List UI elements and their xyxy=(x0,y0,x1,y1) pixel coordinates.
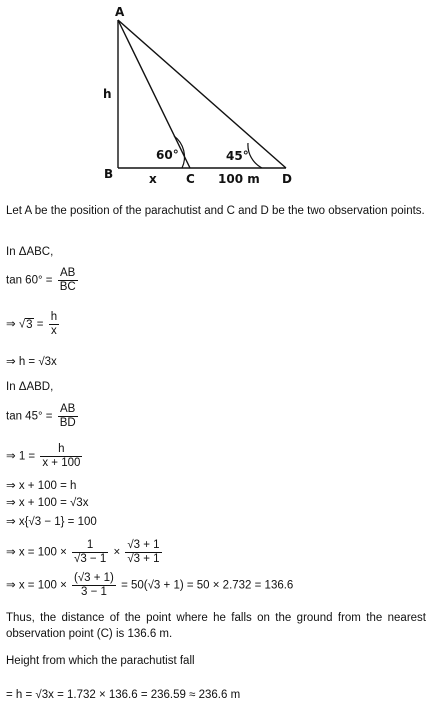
angle-arc-d xyxy=(248,143,262,168)
h-over-x100-fraction xyxy=(40,443,82,470)
tan45-equation xyxy=(6,403,80,430)
tan45-denominator: BD xyxy=(59,417,76,429)
line-e-rhs: = 50(√3 + 1) = 50 × 2.732 = 136.6 xyxy=(121,579,294,592)
implies-icon: ⇒ xyxy=(6,316,16,331)
line-x-plus-100-h xyxy=(6,478,76,493)
line-e-den: 3 − 1 xyxy=(81,586,107,598)
label-cd: 100 m xyxy=(218,172,260,186)
line-x-result xyxy=(6,572,293,599)
label-c: C xyxy=(186,172,195,186)
triangle-diagram xyxy=(0,0,432,200)
line-e-lhs: x = 100 × xyxy=(18,579,67,592)
one-equals-text: 1 = xyxy=(18,450,36,463)
sqrt3-radicand: 3 xyxy=(26,318,33,331)
tan60-numerator: AB xyxy=(58,267,78,281)
line-ac xyxy=(118,20,190,168)
implies-icon: ⇒ xyxy=(6,478,16,492)
final-answer: = h = √3x = 1.732 × 136.6 = 236.59 ≈ 236.6 m xyxy=(6,689,241,701)
tan60-lhs: tan 60° = xyxy=(6,274,53,287)
height-label: Height from which the parachutist fall xyxy=(6,655,195,667)
h-equals-line xyxy=(6,354,57,369)
one-equals-line xyxy=(6,443,84,470)
implies-icon: ⇒ xyxy=(6,354,16,368)
line-e-fraction xyxy=(72,572,116,599)
label-h: h xyxy=(103,87,112,101)
h-over-x-fraction xyxy=(49,311,59,338)
line-d-f2-den: √3 + 1 xyxy=(127,553,160,565)
intro-text: Let A be the position of the parachutist and C and D be the two observation points. xyxy=(6,205,425,217)
line-x-rationalize: ⇒ x = 100 × $\frac{1}{√3 - 1}$ × $\frac{√3 + 1}{√3 + 1}$ xyxy=(6,539,160,565)
tan45-lhs: tan 45° = xyxy=(6,410,53,423)
sqrt3-equation: ⇒ √3 = $\frac{h}{x}$ xyxy=(6,311,58,337)
line-x-plus-100-sqrt3x xyxy=(6,495,88,510)
angle-label-d: 45° xyxy=(226,149,249,163)
label-a: A xyxy=(115,5,125,19)
h-equals-text: h = √3x xyxy=(18,356,57,368)
h-numerator: h xyxy=(50,311,58,323)
line-d-fraction-1 xyxy=(72,539,108,566)
label-x: x xyxy=(149,172,157,186)
label-b: B xyxy=(104,167,114,181)
x-plus-100-denominator: x + 100 xyxy=(42,457,81,469)
tan60-fraction xyxy=(58,267,78,294)
angle-label-c: 60° xyxy=(156,148,179,162)
line-d-lhs: x = 100 × xyxy=(18,546,67,559)
tan45-numerator: AB xyxy=(58,403,78,417)
implies-icon: ⇒ xyxy=(6,544,16,559)
line-d-f1-num: 1 xyxy=(72,539,108,553)
line-a-text: x + 100 = h xyxy=(18,480,77,492)
implies-icon: ⇒ xyxy=(6,448,16,463)
implies-icon: ⇒ xyxy=(6,495,16,509)
conclusion-text: Thus, the distance of the point where he falls on the ground from the nearest observation point (C) is 136.6 m. xyxy=(6,612,426,640)
x-denominator: x xyxy=(51,325,57,337)
line-e-num: (√3 + 1) xyxy=(74,572,114,584)
tan60-equation xyxy=(6,267,80,294)
label-d: D xyxy=(282,172,292,186)
h-numerator-2: h xyxy=(40,443,82,457)
line-ad xyxy=(118,20,286,168)
line-d-f2-num: √3 + 1 xyxy=(127,539,160,551)
line-d-fraction-2 xyxy=(125,539,161,566)
triangle-abc-heading: In ΔABC, xyxy=(6,246,54,258)
triangle-abd-heading: In ΔABD, xyxy=(6,381,54,393)
line-c-text: x{√3 − 1} = 100 xyxy=(18,516,97,528)
implies-icon: ⇒ xyxy=(6,514,16,528)
line-x-bracket xyxy=(6,514,97,529)
tan60-denominator: BC xyxy=(59,281,76,293)
line-b-text: x + 100 = √3x xyxy=(18,497,89,509)
tan45-fraction xyxy=(58,403,78,430)
line-d-f1-den: √3 − 1 xyxy=(74,553,107,565)
implies-icon: ⇒ xyxy=(6,577,16,592)
